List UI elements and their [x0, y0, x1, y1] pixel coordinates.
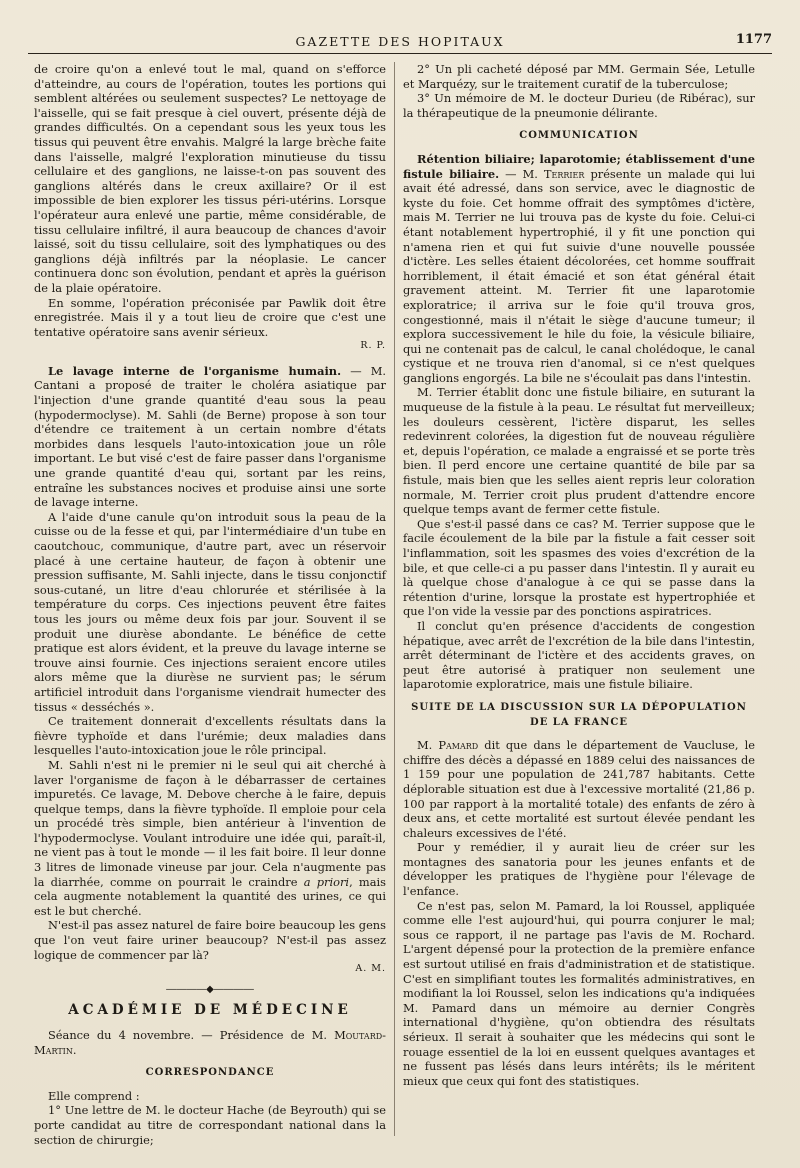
paragraph: M. Terrier établit donc une fistule biliaire, en suturant la muqueuse de la fistule à la peau. Le résultat fut merveilleux; les douleurs cessèrent, l'ictère disparut, les selles redevinrent colorées, la digestion fut de nouveau régulière et, depuis l'opération, ce malade a engraissé et se porte très bien. Il perd encore une certaine quantité de bile par sa fistule, mais bien que les selles aient repris leur coloration normale, M. Terrier croit plus prudent d'attendre encore quelque temps avant de fermer cette fistule. — [403, 385, 755, 517]
list-item: 2° Un pli cacheté déposé par MM. Germain Sée, Letulle et Marquézy, sur le traitement curatif de la tuberculose; — [403, 62, 755, 91]
paragraph: Pour y remédier, il y aurait lieu de créer sur les montagnes des sanatoria pour les jeunes enfants et de développer les pratiques de l'hygiène pour l'élevage de l'enfance. — [403, 840, 755, 899]
article-retention — [403, 152, 755, 386]
article-title: Rétention biliaire; laparotomie; établissement d'une fistule biliaire. — [403, 151, 755, 181]
article-lavage — [34, 364, 386, 510]
author-initials: R. P. — [360, 340, 386, 352]
text-run: M. Sahli n'est ni le premier ni le seul qui ait cherché à laver l'organisme de façon à le débarrasser de certaines impuretés. Ce lavage, M. Debove cherche à le faire, depuis quelque temps, dans la fièvre typhoïde. Il emploie pour cela un procédé très simple, bien antérieur à l'invention de l'hypodermoclyse. Voulant introduire une idée qui, paraît-il, ne vient pas à tout le monde — il les fait boire. Il leur donne 3 litres de limonade vineuse par jour. Cela n'augmente pas la diarrhée, comme on pourrait le craindre — [34, 757, 386, 889]
paragraph: Ce n'est pas, selon M. Pamard, la loi Roussel, appliquée comme elle l'est aujourd'hui, qui pourra conjurer le mal; sous ce rapport, il ne partage pas l'avis de M. Rochard. L'argent dépensé pour la protection de la première enfance est surtout utilisé en frais d'administration et de statistique. C'est en simplifiant toutes les formalités administratives, en modifiant la loi Roussel, selon les indications qu'a indiquées M. Pamard dans un mémoire au dernier Congrès international d'hygiène, qu'on obtiendra des résultats sérieux. Il serait à souhaiter que les médecins qui sont le rouage essentiel de la loi en eussent quelques avantages et ne fussent pas lésés dans leurs intérêts; ils le méritent mieux que ceux qui font des statistiques. — [403, 898, 755, 1088]
subsection-title: COMMUNICATION — [519, 130, 639, 142]
paragraph: A l'aide d'une canule qu'on introduit sous la peau de la cuisse ou de la fesse et qui, par l'intermédiaire d'un tube en caoutchouc, communique, d'autre part, avec un réservoir placé à une certaine hauteur, de façon à obtenir une pression suffisante, M. Sahli injecte, dans le tissu conjonctif sous-cutané, un litre d'eau chlorurée et stérilisée à la température du corps. Ces injections peuvent être faites tous les jours ou même deux fois par jour. Souvent il se produit une diurèse abondante. Le bénéfice de cette pratique est alors évident, et la preuve du lavage interne se trouve ainsi fournie. Ces injections seraient encore utiles alors même que la diurèse ne survient pas; le sérum artificiel introduit dans l'organisme viendrait humecter des tissus « desséchés ». — [34, 509, 386, 714]
paragraph: Que s'est-il passé dans ce cas? M. Terrier suppose que le facile écoulement de la bile par la fistule a fait cesser soit l'inflammation, soit les spasmes des voies d'excrétion de la bile, et que celle-ci a pu passer dans l'intestin. Il y aurait eu là quelque chose d'analogue à ce qui se passe dans la rétention d'urine, lorsque la prostate est hypertrophiée et que l'on vide la vessie par des ponctions aspiratrices. — [403, 516, 755, 619]
president-name: Moutard-Martin. — [34, 1028, 386, 1057]
paragraph: de croire qu'on a enlevé tout le mal, quand on s'efforce d'atteindre, au cours de l'opération, toutes les portions qui semblent altérées ou seulement suspectes? Le nettoyage de l'aisselle, qui se fait presque à ciel ouvert, présente déjà de grandes difficultés. On a cependant sous les yeux tous les tissus qui peuvent être envahis. Malgré la large brèche faite dans l'aisselle, malgré l'exploration minutieuse du tissu cellulaire et des ganglions, ne laisse-t-on pas souvent des ganglions altérés dans le creux axillaire? Or il est impossible de bien explorer les tissus péri-utérins. Lorsque l'opérateur aura enlevé une partie, même considérable, de tissu cellulaire infiltré, il aura beaucoup de chances d'avoir laissé, soit du tissu cellulaire, soit des lymphatiques ou des ganglions déjà infiltrés par la néoplasie. Le cancer continuera donc son évolution, pendant et après la guérison de la plaie opératoire. — [34, 62, 386, 295]
journal-title: GAZETTE DES HOPITAUX — [295, 34, 505, 49]
paragraph — [34, 758, 386, 919]
seance-line — [34, 1028, 386, 1057]
paragraph: Ce traitement donnerait d'excellents résultats dans la fièvre typhoïde et dans l'urémie; deux maladies dans lesquelles l'auto-intoxication joue le rôle principal. — [34, 714, 386, 758]
subsection-title: CORRESPONDANCE — [145, 1067, 275, 1079]
text-run: dit que dans le département de Vaucluse, le chiffre des décès a dépassé en 1889 celui des naissances de 1 159 pour une population de 241,787 habitants. Cette déplorable situation est due à l'excessive mortalité (21,86 p. 100 par rapport à la mortalité totale) des enfants de zéro à deux ans, et cette mortalité est surtout élevée pendant les chaleurs excessives de l'été. — [403, 738, 755, 840]
subsection-title: DE LA FRANCE — [530, 716, 628, 728]
author-initials: A. M. — [355, 963, 386, 975]
page-header — [28, 30, 772, 54]
paragraph: Elle comprend : — [48, 1088, 140, 1103]
paragraph: Il conclut qu'en présence d'accidents de congestion hépatique, avec arrêt de l'excrétion de la bile dans l'intestin, arrêt déterminant de l'ictère et des accidents graves, on peut être autorisé à pratiquer non seulement une laparotomie exploratrice, mais une fistule biliaire. — [403, 618, 755, 692]
speaker-name: M. Pamard — [417, 738, 479, 753]
header-rule — [28, 53, 772, 54]
section-title: ACADÉMIE DE MÉDECINE — [68, 1002, 352, 1019]
subsection-title: SUITE DE LA DISCUSSION SUR LA DÉPOPULATION — [411, 701, 747, 713]
list-item: 1° Une lettre de M. le docteur Hache (de Beyrouth) qui se porte candidat au titre de correspondant national dans la section de chirurgie; — [34, 1103, 386, 1147]
italic-run: a priori — [303, 874, 350, 889]
ornament-divider: ――――◆―――― — [166, 983, 254, 995]
paragraph — [403, 738, 755, 840]
article-text: présente un malade qui lui avait été adressé, dans son service, avec le diagnostic de kyste du foie. Cet homme offrait des symptômes d'ictère, mais M. Terrier ne lui trouva pas de kyste du foie. Celui-ci étant notablement hypertrophié, il y fit une ponction qui n'amena rien et qui fut suivie d'une nouvelle poussée d'ictère. Les selles étaient décolorées, cet homme souffrait horriblement, il était émacié et son état général était gravement atteint. M. Terrier fit une laparotomie exploratrice; il arriva sur le foie qu'il trouva gros, congestionné, mais il n'était le siège d'aucune tumeur; il explora successivement le hile du foie, la vésicule biliaire, qui ne contenait pas de calcul, le canal cholédoque, le canal cystique et ne trouva rien d'anomal, si ce n'est quelques ganglions engorgés. La bile ne s'écoulait pas dans l'intestin. — [403, 166, 755, 385]
right-column — [403, 62, 755, 1088]
article-title: Le lavage interne de l'organisme humain. — [48, 363, 342, 378]
page-number: 1177 — [735, 32, 772, 47]
paragraph: N'est-il pas assez naturel de faire boire beaucoup les gens que l'on veut faire uriner beaucoup? N'est-il pas assez logique de commencer par là? — [34, 918, 386, 962]
left-column — [34, 62, 386, 1147]
paragraph: En somme, l'opération préconisée par Pawlik doit être enregistrée. Mais il y a tout lieu de croire que c'est une tentative opératoire sans avenir sérieux. — [34, 295, 386, 339]
text-run: , mais cela augmente notablement la quantité des urines, ce qui est le but cherché. — [34, 874, 387, 918]
text-run: Séance du 4 novembre. — Présidence de M. — [48, 1028, 335, 1042]
list-item: 3° Un mémoire de M. le docteur Durieu (de Ribérac), sur la thérapeutique de la pneumonie délirante. — [403, 91, 755, 120]
article-author: — M. Terrier — [499, 166, 585, 181]
column-divider — [394, 62, 395, 1136]
article-text: — M. Cantani a proposé de traiter le choléra asiatique par l'injection d'une grande quantité d'eau sous la peau (hypodermoclyse). M. Sahli (de Berne) propose à son tour d'étendre ce traitement à un certain nombre d'états morbides dans lesquels l'auto-intoxication joue un rôle important. Le but visé c'est de faire passer dans l'organisme une grande quantité d'eau qui, sortant par les reins, entraîne les substances nocives et produise ainsi une sorte de lavage interne. — [34, 363, 386, 510]
